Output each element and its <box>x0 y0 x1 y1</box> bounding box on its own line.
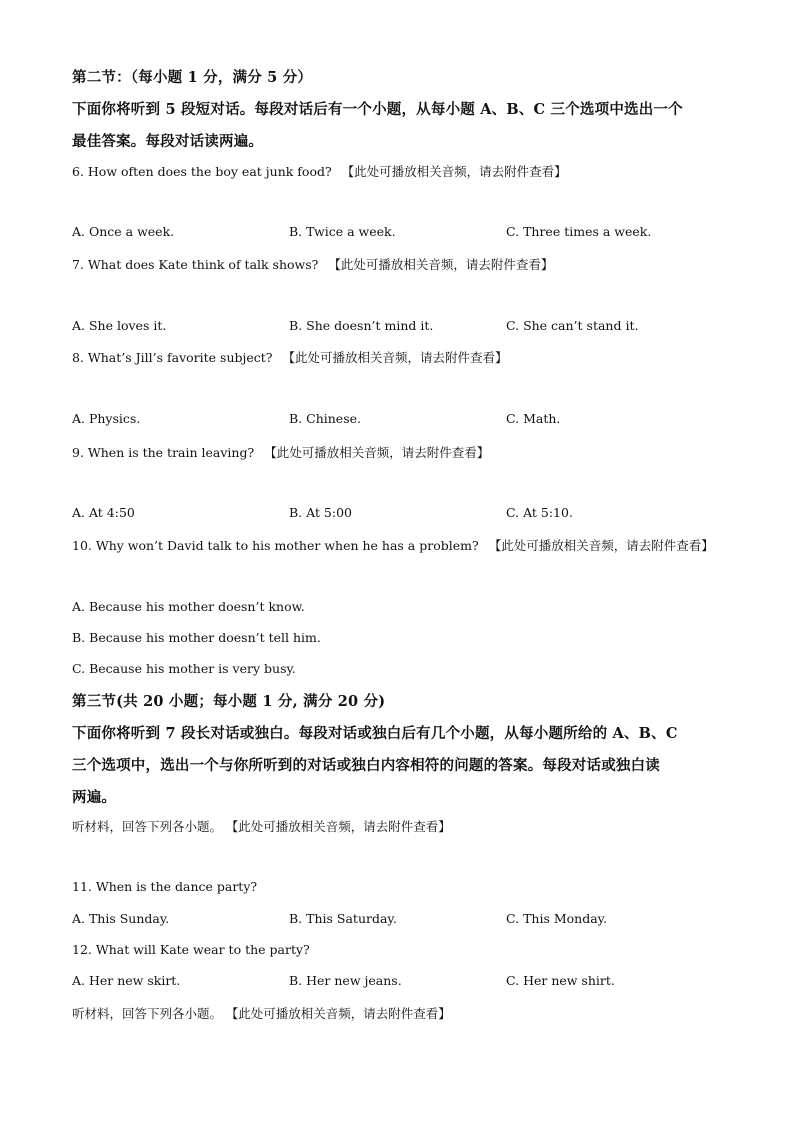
option-a: A. Her new skirt. <box>72 973 181 988</box>
option-a: A. At 4:50 <box>72 505 135 520</box>
option-b: B. Her new jeans. <box>289 973 402 988</box>
option-b: B. She doesn’t mind it. <box>289 318 434 333</box>
audio-note-link[interactable]: 【此处可播放相关音频，请去附件查看】 <box>264 445 490 460</box>
section-heading: 第二节：（每小题 1 分，满分 5 分） <box>72 69 313 86</box>
option-a: A. This Sunday. <box>72 911 170 926</box>
question-text: 6. How often does the boy eat junk food? <box>72 164 332 179</box>
audio-note-link[interactable]: 【此处可播放相关音频，请去附件查看】 <box>488 538 714 553</box>
question-stem <box>72 536 714 554</box>
audio-note-link[interactable]: 【此处可播放相关音频，请去附件查看】 <box>232 1006 451 1021</box>
question-stem: 12. What will Kate wear to the party? <box>72 942 310 957</box>
option-a: A. Once a week. <box>72 224 175 239</box>
question-stem <box>72 348 508 366</box>
question-text: 8. What’s Jill’s favorite subject? <box>72 350 273 365</box>
section-instruction: 下面你将听到 5 段短对话。每段对话后有一个小题，从每小题 A、B、C 三个选项中选出一个 <box>72 101 683 118</box>
question-stem <box>72 162 567 180</box>
question-stem: 11. When is the dance party? <box>72 879 258 894</box>
section-instruction: 最佳答案。每段对话读两遍。 <box>72 133 264 150</box>
listen-prompt-text: 听材料，回答下列各小题。 <box>72 1006 223 1021</box>
option-c: C. This Monday. <box>506 911 608 926</box>
option-a: A. Physics. <box>72 411 141 426</box>
question-text: 10. Why won’t David talk to his mother when he has a problem? <box>72 538 479 553</box>
question-text: 7. What does Kate think of talk shows? <box>72 257 319 272</box>
audio-note-link[interactable]: 【此处可播放相关音频，请去附件查看】 <box>232 819 451 834</box>
option-c: C. Math. <box>506 411 561 426</box>
option-c: C. She can’t stand it. <box>506 318 639 333</box>
listen-prompt <box>72 817 451 835</box>
option-c: C. Her new shirt. <box>506 973 615 988</box>
question-stem <box>72 255 553 273</box>
audio-note-link[interactable]: 【此处可播放相关音频，请去附件查看】 <box>341 164 567 179</box>
listen-prompt <box>72 1004 451 1022</box>
option-a: A. Because his mother doesn’t know. <box>72 599 305 614</box>
section-instruction: 两遍。 <box>72 789 117 806</box>
option-b: B. This Saturday. <box>289 911 397 926</box>
audio-note-link[interactable]: 【此处可播放相关音频，请去附件查看】 <box>282 350 508 365</box>
option-c: C. At 5:10. <box>506 505 573 520</box>
audio-note-link[interactable]: 【此处可播放相关音频，请去附件查看】 <box>328 257 554 272</box>
option-b: B. Twice a week. <box>289 224 396 239</box>
listen-prompt-text: 听材料，回答下列各小题。 <box>72 819 223 834</box>
section-instruction: 下面你将听到 7 段长对话或独白。每段对话或独白后有几个小题，从每小题所给的 A、B、C <box>72 725 678 742</box>
question-stem <box>72 443 489 461</box>
section-instruction: 三个选项中，选出一个与你所听到的对话或独白内容相符的问题的答案。每段对话或独白读 <box>72 757 660 774</box>
section-heading: 第三节(共 20 小题；每小题 1 分, 满分 20 分) <box>72 693 386 710</box>
option-b: B. Because his mother doesn’t tell him. <box>72 630 321 645</box>
option-c: C. Because his mother is very busy. <box>72 661 296 676</box>
question-text: 9. When is the train leaving? <box>72 445 255 460</box>
option-c: C. Three times a week. <box>506 224 652 239</box>
option-a: A. She loves it. <box>72 318 167 333</box>
option-b: B. Chinese. <box>289 411 361 426</box>
option-b: B. At 5:00 <box>289 505 353 520</box>
